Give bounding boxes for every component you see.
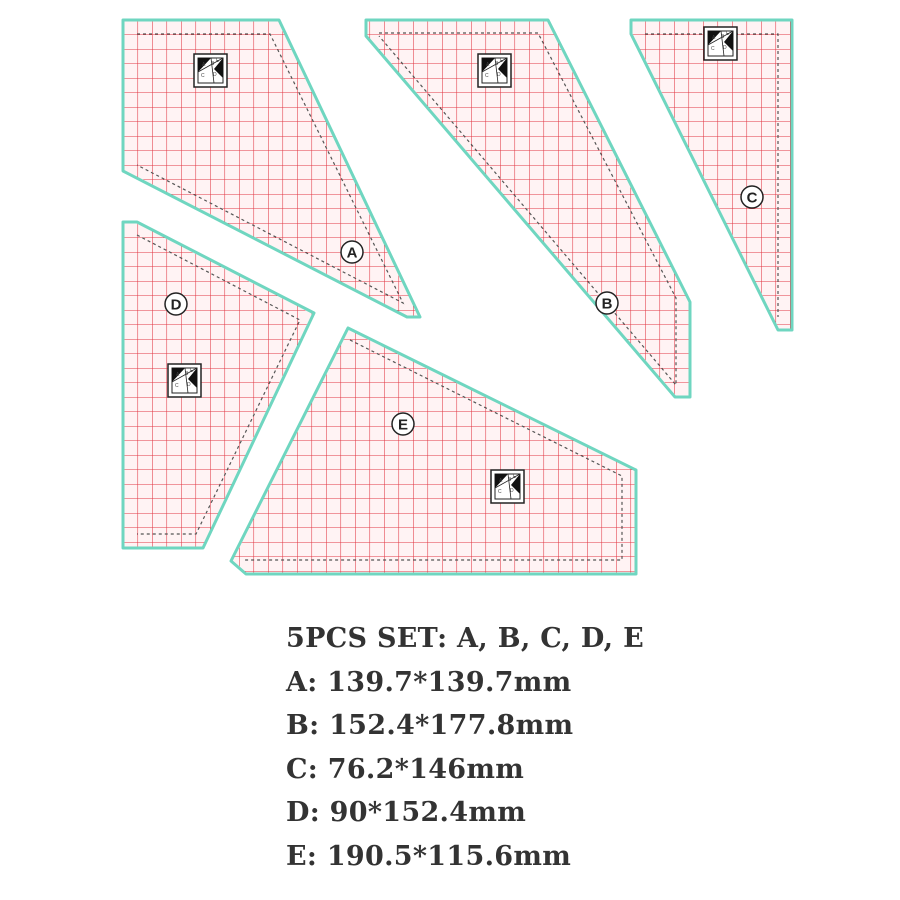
mini-label: D	[213, 72, 217, 78]
mini-label: D	[510, 488, 514, 494]
mini-label: A	[499, 478, 503, 484]
mini-label: A	[712, 35, 716, 41]
ruler-letter-badge	[596, 292, 618, 314]
ruler-letter-badge	[392, 413, 414, 435]
mini-label: A	[202, 62, 206, 68]
mini-label: E	[216, 58, 220, 64]
ruler-letter: D	[170, 296, 182, 314]
ruler-letter-badge	[741, 186, 763, 208]
mini-label: E	[500, 58, 504, 64]
ruler-letter-badge	[165, 293, 187, 315]
mini-label: E	[726, 31, 730, 37]
mini-label: E	[513, 474, 517, 480]
mini-label: E	[190, 368, 194, 374]
ruler-letter: B	[601, 295, 613, 313]
mini-label: D	[497, 72, 501, 78]
ruler-letter: A	[346, 244, 358, 262]
mini-label: B	[495, 61, 499, 67]
size-d: D: 90*152.4mm	[286, 797, 527, 828]
block-diagram-icon	[194, 54, 227, 87]
block-diagram-icon	[704, 27, 737, 60]
ruler-e	[231, 328, 636, 574]
mini-label: C	[175, 383, 179, 389]
ruler-letter-badge	[341, 241, 363, 263]
ruler-letter: E	[397, 416, 409, 434]
mini-label: D	[723, 45, 727, 51]
mini-label: C	[485, 73, 489, 79]
specs-caption	[286, 617, 644, 878]
mini-label: B	[721, 34, 725, 40]
mini-label: C	[498, 489, 502, 495]
size-e: E: 190.5*115.6mm	[286, 840, 572, 872]
mini-label: D	[187, 382, 191, 388]
size-a: A: 139.7*139.7mm	[286, 666, 572, 698]
ruler-letter: C	[746, 189, 758, 207]
block-diagram-icon	[491, 470, 524, 503]
size-b: B: 152.4*177.8mm	[286, 710, 574, 741]
mini-label: C	[711, 46, 715, 52]
set-title: 5PCS SET: A, B, C, D, E	[286, 623, 644, 654]
mini-label: B	[508, 477, 512, 483]
block-diagram-icon	[478, 54, 511, 87]
size-c: C: 76.2*146mm	[286, 753, 525, 785]
ruler-b	[366, 20, 690, 397]
block-diagram-icon	[168, 364, 201, 397]
mini-label: B	[185, 371, 189, 377]
mini-label: B	[211, 61, 215, 67]
mini-label: A	[486, 62, 490, 68]
mini-label: A	[176, 372, 180, 378]
mini-label: C	[201, 73, 205, 79]
